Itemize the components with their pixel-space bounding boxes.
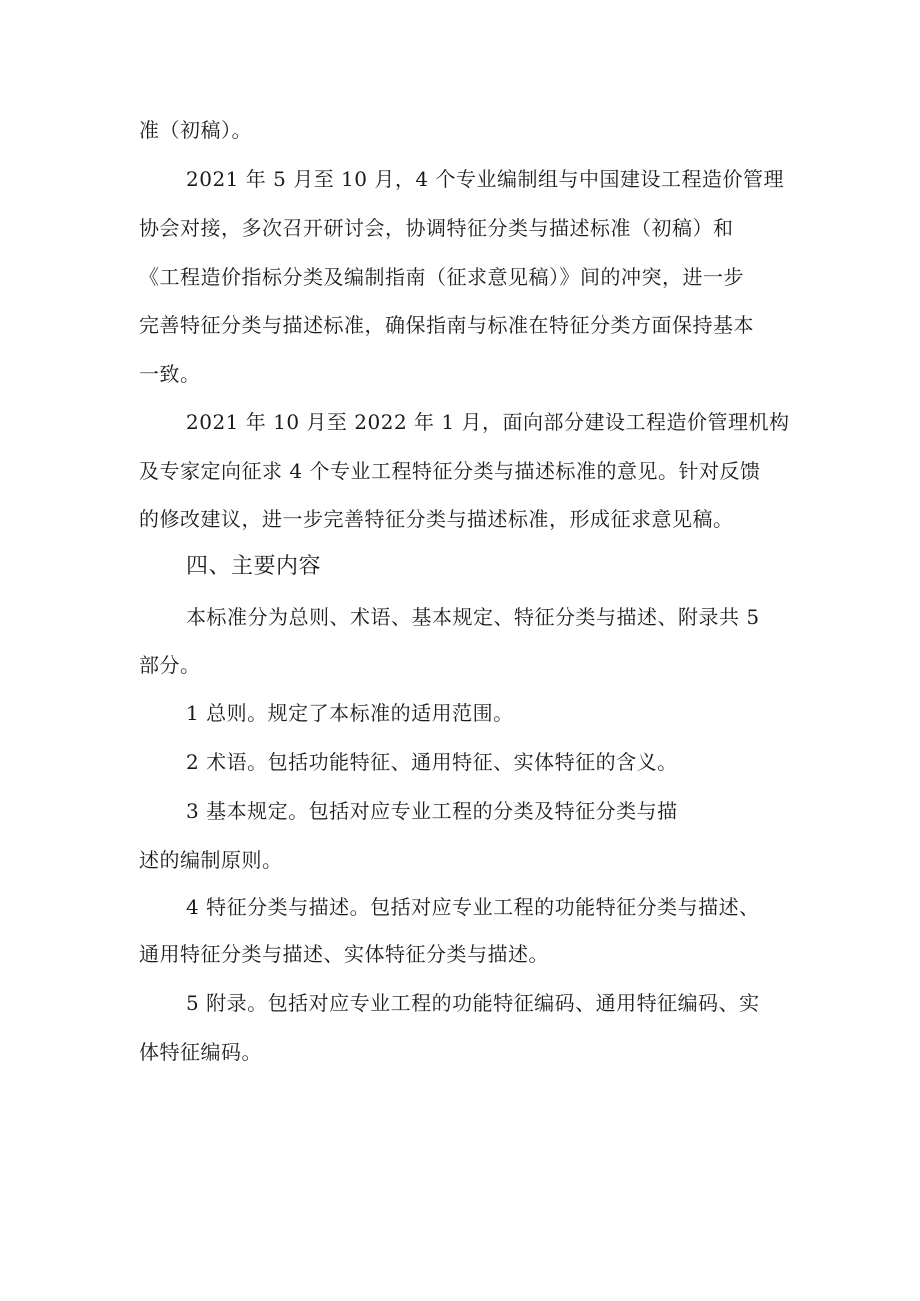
text-line: 4 特征分类与描述。包括对应专业工程的功能特征分类与描述、 (186, 895, 760, 919)
text-line: 述的编制原则。 (139, 848, 283, 872)
text-line: 及专家定向征求 4 个专业工程特征分类与描述标准的意见。针对反馈 (139, 459, 761, 483)
text-line: 协会对接，多次召开研讨会，协调特征分类与描述标准（初稿）和 (139, 216, 734, 240)
text-line: 《工程造价指标分类及编制指南（征求意见稿）》间的冲突，进一步 (139, 265, 744, 289)
text-line: 2021 年 10 月至 2022 年 1 月，面向部分建设工程造价管理机构 (186, 410, 790, 434)
text-line: 5 附录。包括对应专业工程的功能特征编码、通用特征编码、实 (186, 991, 760, 1015)
text-line: 2 术语。包括功能特征、通用特征、实体特征的含义。 (186, 750, 678, 774)
text-line: 部分。 (139, 653, 201, 677)
section-heading: 四、主要内容 (186, 554, 322, 579)
text-line: 一致。 (139, 362, 201, 386)
text-line: 完善特征分类与描述标准，确保指南与标准在特征分类方面保持基本 (139, 313, 754, 337)
text-line: 2021 年 5 月至 10 月，4 个专业编制组与中国建设工程造价管理 (186, 167, 784, 191)
text-line: 通用特征分类与描述、实体特征分类与描述。 (139, 942, 549, 966)
text-line: 准（初稿）。 (139, 118, 252, 142)
text-line: 本标准分为总则、术语、基本规定、特征分类与描述、附录共 5 (186, 605, 760, 629)
text-line: 1 总则。规定了本标准的适用范围。 (186, 701, 514, 725)
text-line: 的修改建议，进一步完善特征分类与描述标准，形成征求意见稿。 (139, 507, 734, 531)
text-line: 3 基本规定。包括对应专业工程的分类及特征分类与描 (186, 799, 678, 823)
text-line: 体特征编码。 (139, 1040, 262, 1064)
